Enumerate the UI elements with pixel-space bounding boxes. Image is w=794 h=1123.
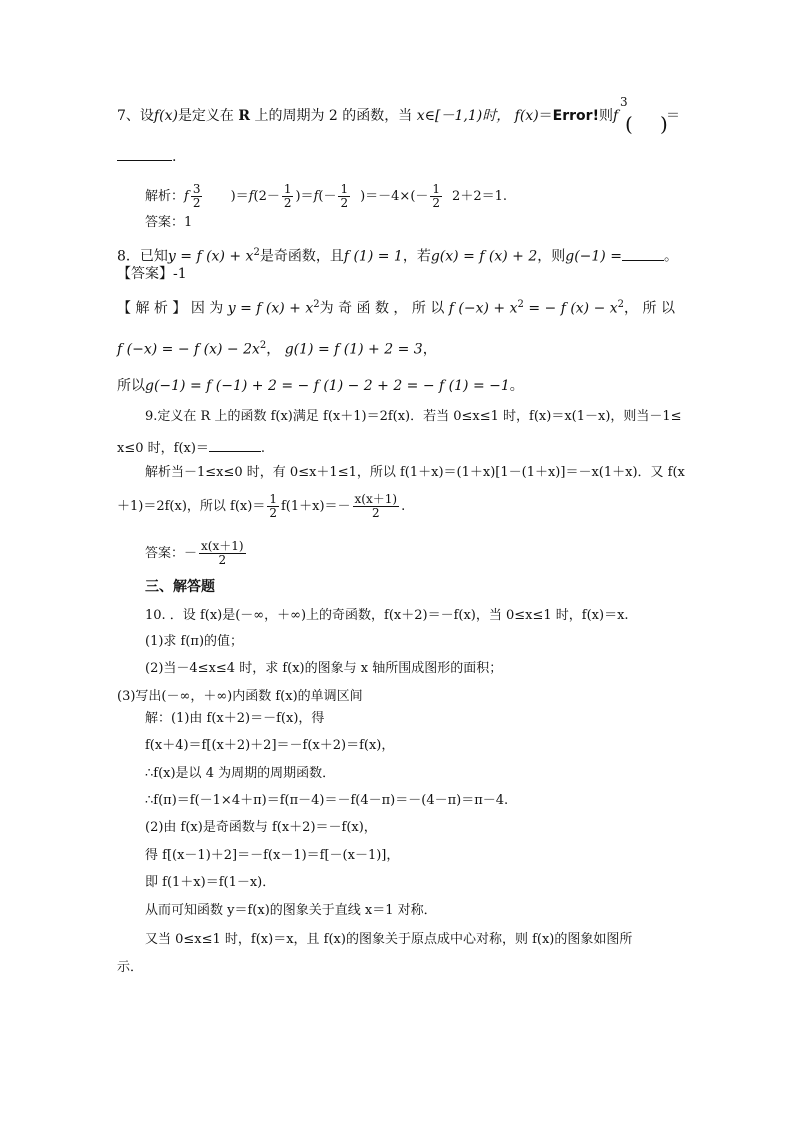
q8-line3-a: 所以 bbox=[117, 378, 145, 394]
q10-part2: (2)当－4≤x≤4 时，求 f(x)的图象与 x 轴所围成图形的面积； bbox=[145, 661, 503, 676]
q8-line3-expr: g(−1) = f (−1) + 2 = − f (1) − 2 + 2 = − f (1) = −1 bbox=[145, 378, 510, 394]
q8-expr2: f (1) = 1 bbox=[343, 248, 403, 265]
q7-a-frac3: $\frac{1}{2}$ bbox=[340, 182, 349, 210]
q8-stem-c: ，若 bbox=[402, 248, 431, 265]
q9-analysis-line1: 解析当－1≤x≤0 时，有 0≤x＋1≤1，所以 f(1＋x)＝(1＋x)[1－(1＋x)]＝－x(1＋x)．又 f(x bbox=[145, 465, 685, 480]
q7-analysis-end: 2＋2＝1. bbox=[452, 189, 507, 204]
q7-stem-a: 7、设 bbox=[117, 108, 154, 124]
q10-stem: 10. ．设 f(x)是(－∞，＋∞)上的奇函数，f(x＋2)＝－f(x)，当 0≤x≤1 时，f(x)＝x. bbox=[145, 608, 629, 623]
q7-answer-value: 1 bbox=[184, 215, 193, 230]
q8-analysis-expr: y = f (x) + x bbox=[227, 300, 314, 317]
q10-part1: (1)求 f(π)的值； bbox=[145, 634, 244, 649]
q8-expr1: y = f (x) + x bbox=[167, 248, 254, 265]
q7-fx: f(x) bbox=[153, 108, 178, 124]
q7-analysis-label: 解析： bbox=[145, 189, 185, 204]
q8-line2-sep: ， bbox=[266, 341, 281, 358]
q10-sol-line4: ∴f(π)＝f(－1×4＋π)＝f(π－4)＝－f(4－π)＝－(4－π)＝π－4. bbox=[145, 793, 509, 808]
q7-f: f bbox=[612, 108, 619, 124]
q10-part3: (3)写出(－∞，＋∞)内函数 f(x)的单调区间 bbox=[117, 689, 363, 704]
q8-expr3: g(x) = f (x) + 2 bbox=[430, 248, 538, 265]
q9-answer-frac: $\frac{x(x+1)}{2}$ bbox=[201, 539, 244, 567]
q8-line2-expr2: g(1) = f (1) + 2 = 3 bbox=[284, 341, 423, 358]
q7-stem bbox=[117, 107, 618, 125]
q7-error: Error! bbox=[552, 108, 599, 124]
q8-analysis-line3 bbox=[117, 377, 524, 395]
q7-a-frac4: $\frac{1}{2}$ bbox=[432, 182, 441, 210]
q9-stem2-end: . bbox=[260, 441, 266, 456]
q9-answer-label: 答案：－ bbox=[145, 546, 198, 561]
q7-blank: . bbox=[117, 146, 176, 166]
q9-answer bbox=[145, 540, 248, 567]
q8-analysis-a: 因 为 bbox=[190, 300, 224, 317]
q8-stem-d: ，则 bbox=[537, 248, 566, 265]
q9-analysis2-b: f(1＋x)＝－ bbox=[280, 499, 351, 514]
q8-stem-b: 是奇函数，且 bbox=[259, 248, 344, 265]
q7-analysis: 解析：f $\frac{3}{2}$ )＝f(2－ $\frac{1}{2}$ )＝f(－ $\frac{1}{2}$ )＝－4×(－ $\frac{1}{2}$ 2＋2＝1. bbox=[145, 182, 507, 210]
q7-paren-right: ) bbox=[660, 112, 668, 136]
q7-answer-label: 答案： bbox=[145, 215, 185, 230]
q8-line3-end: 。 bbox=[509, 378, 524, 394]
q7-ze: 则 bbox=[598, 108, 613, 124]
q7-end: ＝ bbox=[666, 108, 680, 124]
q10-sol-line3: ∴f(x)是以 4 为周期的周期函数． bbox=[145, 766, 336, 781]
q8-analysis-line1: 【 解 析 】 因 为 y = f $(x) + x^2$为 奇 函 数 ， 所 以 f $(-x) + x^2$ = − f $(x) - x^2$， 所 以 bbox=[117, 299, 675, 317]
q8-answer bbox=[117, 265, 187, 283]
q8-analysis-b: 为 奇 函 数 ， 所 以 bbox=[319, 300, 445, 317]
q8-answer-value: -1 bbox=[173, 266, 187, 282]
q8-analysis-line2: f (−x) = − f $(x) - 2x^2$， g(1) = f (1) + 2 = 3， bbox=[117, 340, 437, 358]
q9-frac2: $\frac{x(x+1)}{2}$ bbox=[354, 492, 398, 520]
q8-end: 。 bbox=[663, 248, 678, 265]
q8-analysis-expr2: f (−x) + x bbox=[448, 300, 518, 317]
q9-analysis-line2 bbox=[117, 493, 405, 520]
q7-fx2: f(x) bbox=[514, 108, 539, 124]
q8-analysis-c: ， 所 以 bbox=[624, 300, 675, 317]
q7-cond: x∈[－1,1)时， bbox=[416, 108, 511, 124]
q9-stem-line2 bbox=[117, 437, 265, 458]
q8-stem-a: 8．已知 bbox=[117, 248, 168, 265]
q10-sol-line8: 从而可知函数 y＝f(x)的图象关于直线 x＝1 对称． bbox=[145, 903, 437, 918]
q7-a-frac1: $\frac{3}{2}$ bbox=[192, 182, 201, 210]
q8-analysis-label: 【 解 析 】 bbox=[117, 300, 187, 317]
q9-stem-line1: 9.定义在 R 上的函数 f(x)满足 f(x＋1)＝2f(x)．若当 0≤x≤1 时，f(x)＝x(1－x)，则当－1≤ bbox=[145, 409, 682, 424]
q10-sol-line6: 得 f[(x－1)＋2]＝－f(x－1)＝f[－(x－1)]， bbox=[145, 848, 400, 863]
q9-stem2: x≤0 时，f(x)＝ bbox=[117, 441, 209, 456]
q8-line2-expr: f (−x) = − f (x) − 2x bbox=[117, 341, 260, 358]
q8-expr4: g(−1) = bbox=[565, 248, 622, 265]
q7-answer bbox=[145, 214, 192, 232]
q8-stem: 8．已知y = f $(x) + x^2$是奇函数，且f (1) = 1，若g(x) = f (x) + 2，则g(−1) = 。 bbox=[117, 247, 678, 265]
q10-sol-line10: 示． bbox=[117, 960, 144, 975]
q7-a-frac2: $\frac{1}{2}$ bbox=[283, 182, 292, 210]
q8-answer-label: 【答案】 bbox=[117, 266, 173, 282]
q7-R: R bbox=[238, 108, 251, 124]
q8-line2-end: ， bbox=[422, 341, 437, 358]
q9-frac1: $\frac{1}{2}$ bbox=[269, 492, 277, 520]
q10-sol-line1: 解：(1)由 f(x＋2)＝－f(x)，得 bbox=[145, 711, 325, 726]
q10-sol-line5: (2)由 f(x)是奇函数与 f(x＋2)＝－f(x)， bbox=[145, 820, 377, 835]
q7-stem-c: 上的周期为 2 的函数，当 bbox=[250, 108, 417, 124]
q10-sol-line7: 即 f(1＋x)＝f(1－x)． bbox=[145, 875, 276, 890]
q7-eq: ＝ bbox=[538, 108, 553, 124]
q10-sol-line9: 又当 0≤x≤1 时，f(x)＝x，且 f(x)的图象关于原点成中心对称，则 f(x)的图象如图所 bbox=[145, 932, 633, 947]
q10-sol-line2: f(x＋4)＝f[(x＋2)＋2]＝－f(x＋2)＝f(x)， bbox=[145, 738, 395, 753]
q7-stem-b: 是定义在 bbox=[177, 108, 234, 124]
q7-paren-left: ( bbox=[625, 112, 633, 136]
section-heading: 三、解答题 bbox=[145, 579, 215, 595]
q8-analysis-expr3: = − f (x) − x bbox=[528, 300, 618, 317]
q9-analysis2-end: . bbox=[401, 499, 406, 514]
q7-frac-num: 3 bbox=[620, 95, 628, 109]
q9-analysis2-a: ＋1)＝2f(x)，所以 f(x)＝ bbox=[117, 499, 266, 514]
